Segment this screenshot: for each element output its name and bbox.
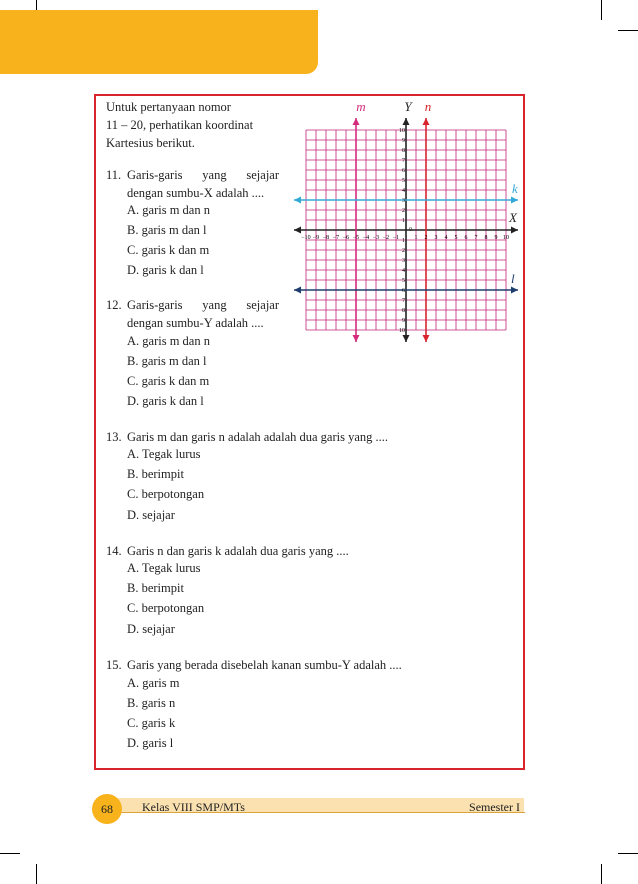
line-l-label: l [511,271,515,286]
question-14-option-a[interactable]: A. Tegak lurus [127,561,201,575]
y-tick-label: 1 [402,238,405,244]
x-tick-label: −10 [301,235,311,241]
x-axis-arrowhead [294,227,301,234]
question-15-option-c[interactable]: C. garis k [127,716,176,730]
question-12-option-b[interactable]: B. garis m dan l [127,354,207,368]
y-tick-label: 6 [402,288,405,294]
footer-book-title: Kelas VIII SMP/MTs [142,800,245,814]
question-12-text-2: dengan sumbu-Y adalah .... [127,316,264,330]
question-12-option-d[interactable]: D. garis k dan l [127,394,204,408]
x-tick-label: −9 [312,235,320,241]
x-tick-label: 8 [484,235,488,241]
page-number: 68 [92,794,122,824]
x-tick-label: −5 [352,235,360,241]
y-tick-label: 1 [402,218,405,224]
question-11-option-a[interactable]: A. garis m dan n [127,203,210,217]
y-tick-label: 3 [402,198,405,204]
question-15-option-d[interactable]: D. garis l [127,736,174,750]
question-11-option-d[interactable]: D. garis k dan l [127,263,204,277]
x-tick-label: −6 [342,235,350,241]
x-axis-label: X [509,210,517,225]
question-14-option-b[interactable]: B. berimpit [127,581,184,595]
question-11-option-c[interactable]: C. garis k dan m [127,243,210,257]
x-tick-label: −2 [382,235,390,241]
line-m-arrowhead [353,335,360,342]
origin-label: 0 [409,227,412,233]
question-11-option-b[interactable]: B. garis m dan l [127,223,207,237]
y-tick-label: 8 [402,148,405,154]
question-12-option-c[interactable]: C. garis k dan m [127,374,210,388]
question-13-text: Garis m dan garis n adalah adalah dua garis yang .... [127,430,389,444]
x-tick-label: 2 [424,235,428,241]
y-tick-label: 5 [402,178,405,184]
footer-semester: Semester I [469,800,520,814]
y-axis-label: Y [404,99,412,114]
question-14-number: 14. [106,544,122,558]
intro-line-2: 11 – 20, perhatikan koordinat [106,118,254,132]
y-tick-label: 4 [402,188,405,194]
x-tick-label: −7 [332,235,340,241]
question-13-option-b[interactable]: B. berimpit [127,467,184,481]
y-tick-label: 2 [402,208,405,214]
question-11-number: 11. [106,168,122,182]
y-axis-arrowhead [403,335,410,342]
y-tick-label: 7 [402,298,405,304]
x-tick-label: −4 [362,235,370,241]
y-tick-label: 7 [402,158,405,164]
question-12-option-a[interactable]: A. garis m dan n [127,334,210,348]
intro-line-3: Kartesius berikut. [106,136,195,150]
y-tick-label: 8 [402,308,405,314]
x-tick-label: −8 [322,235,330,241]
x-tick-label: 7 [474,235,478,241]
x-tick-label: −1 [392,235,400,241]
line-m-arrowhead [353,118,360,125]
question-13-option-c[interactable]: C. berpotongan [127,487,205,501]
y-tick-label: 3 [402,258,405,264]
y-tick-label: 9 [402,318,405,324]
x-tick-label: −3 [372,235,380,241]
y-axis-arrowhead [403,118,410,125]
line-k-arrowhead [511,197,518,204]
question-13-number: 13. [106,430,122,444]
x-tick-label: 9 [494,235,498,241]
question-11-text-2: dengan sumbu-X adalah .... [127,186,265,200]
x-tick-label: 5 [454,235,458,241]
question-15-option-b[interactable]: B. garis n [127,696,176,710]
question-12-number: 12. [106,298,122,312]
line-m-label: m [356,99,366,114]
x-tick-label: 3 [434,235,438,241]
question-15-number: 15. [106,658,122,672]
y-tick-label: 4 [402,268,405,274]
y-tick-label: 5 [402,278,405,284]
y-tick-label: 6 [402,168,405,174]
line-l-arrowhead [294,287,301,294]
line-n-label: n [424,99,432,114]
x-axis-arrowhead [511,227,518,234]
x-tick-label: 10 [503,235,509,241]
question-15-text: Garis yang berada disebelah kanan sumbu-Y adalah .... [127,658,402,672]
x-tick-label: 1 [414,235,418,241]
x-tick-label: 4 [444,235,448,241]
intro-line-1: Untuk pertanyaan nomor [106,100,231,114]
question-14-option-d[interactable]: D. sejajar [127,622,175,636]
x-tick-label: 6 [464,235,468,241]
y-tick-label: 2 [402,248,405,254]
line-l-arrowhead [511,287,518,294]
line-n-arrowhead [423,118,430,125]
y-tick-label: 9 [402,138,405,144]
question-11-text-1: Garis-garis yang sejajar [127,168,279,182]
y-tick-label: 10 [399,328,405,334]
y-tick-label: 10 [399,128,405,134]
question-12-text-1: Garis-garis yang sejajar [127,298,279,312]
question-13-option-a[interactable]: A. Tegak lurus [127,447,201,461]
line-k-label: k [512,181,518,196]
question-14-text: Garis n dan garis k adalah dua garis yang .... [127,544,349,558]
line-n-arrowhead [423,335,430,342]
question-15-option-a[interactable]: A. garis m [127,676,180,690]
question-14-option-c[interactable]: C. berpotongan [127,601,205,615]
line-k-arrowhead [294,197,301,204]
question-13-option-d[interactable]: D. sejajar [127,508,175,522]
